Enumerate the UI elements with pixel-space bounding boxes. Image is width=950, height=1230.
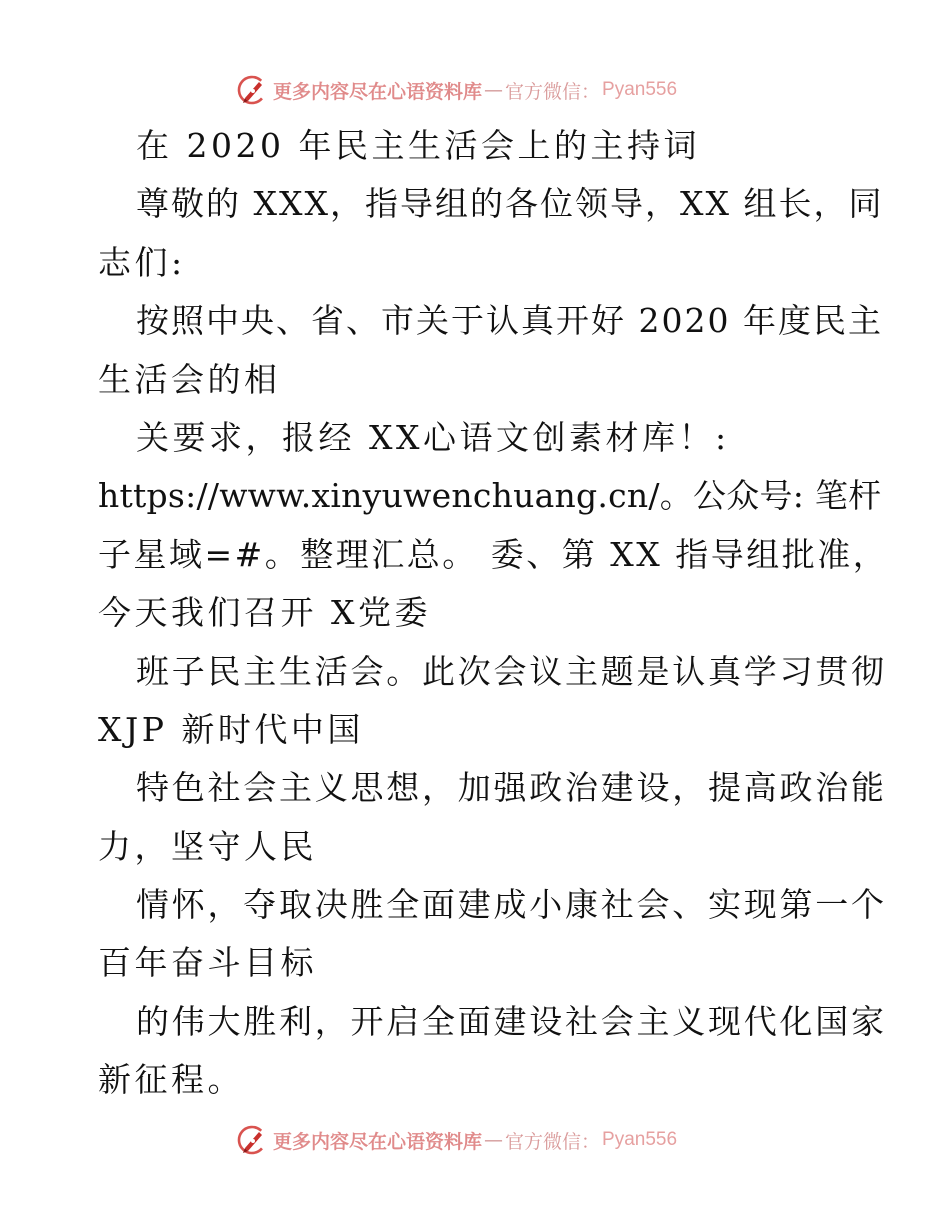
watermark-contact-label: 官方微信： <box>505 1130 601 1153</box>
watermark-separator: — <box>484 1129 504 1151</box>
red-circle-pen-logo-icon <box>235 73 269 107</box>
header-watermark <box>235 72 715 108</box>
text-line: 志们: <box>98 242 186 282</box>
watermark-separator: — <box>484 79 504 101</box>
text-line: 今天我们召开 X党委 <box>98 593 431 633</box>
watermark-contact-label: 官方微信： <box>505 80 601 103</box>
footer-watermark <box>235 1122 715 1158</box>
text-line: 按照中央、省、市关于认真开好 2020 年度民主 <box>136 301 883 341</box>
text-line: 百年奋斗目标 <box>98 943 317 983</box>
watermark-main-text: 更多内容尽在心语资料库 <box>273 80 483 103</box>
text-line: 特色社会主义思想，加强政治建设，提高政治能 <box>136 768 887 808</box>
text-line: 生活会的相 <box>98 359 281 399</box>
watermark-contact-id: Pyan556 <box>602 79 678 100</box>
text-line: 班子民主生活会。此次会议主题是认真学习贯彻 <box>136 651 887 691</box>
text-line: https://www.xinyuwenchuang.cn/。公众号: 笔杆 <box>98 476 882 516</box>
text-line: 的伟大胜利，开启全面建设社会主义现代化国家 <box>136 1001 887 1041</box>
text-line: 尊敬的 XXX，指导组的各位领导，XX 组长，同 <box>136 184 884 224</box>
text-line: XJP 新时代中国 <box>98 709 364 749</box>
document-body <box>98 117 889 1110</box>
watermark-main-text: 更多内容尽在心语资料库 <box>273 1130 483 1153</box>
text-line: 在 2020 年民主生活会上的主持词 <box>136 126 700 165</box>
text-line: 子星域=#。整理汇总。 委、第 XX 指导组批准， <box>98 534 889 574</box>
text-line: 关要求，报经 XX心语文创素材库！: <box>136 417 730 457</box>
text-line: 新征程。 <box>98 1060 244 1100</box>
text-line: 力，坚守人民 <box>98 826 317 866</box>
text-line: 情怀，夺取决胜全面建成小康社会、实现第一个 <box>136 885 887 925</box>
red-circle-pen-logo-icon <box>235 1123 269 1157</box>
watermark-contact-id: Pyan556 <box>602 1129 678 1150</box>
